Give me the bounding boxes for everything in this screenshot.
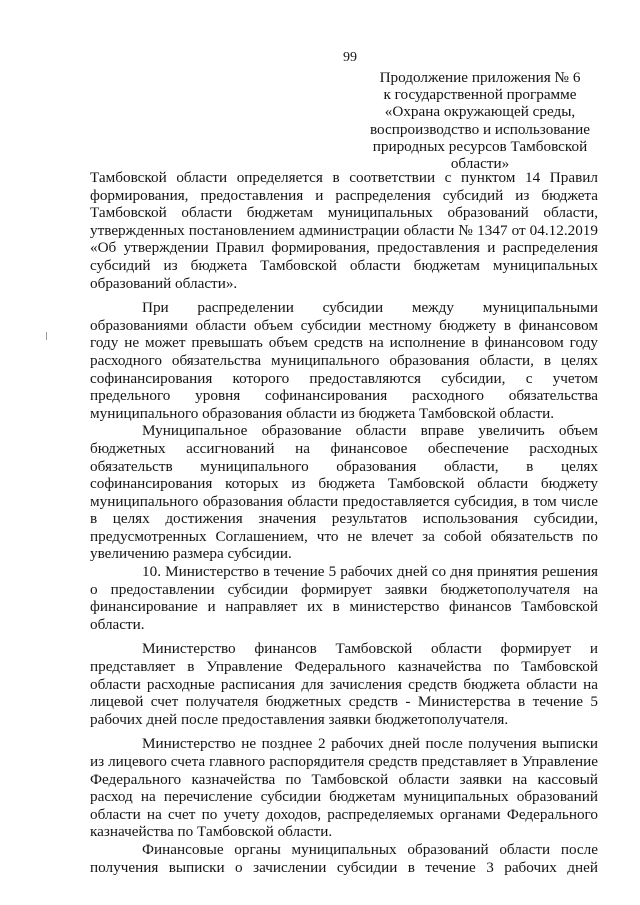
appendix-header-line: Продолжение приложения № 6 [379,69,581,86]
paragraph: Тамбовской области определяется в соответствии с пунктом 14 Правил формирования, предоставления и распределения субсидий из бюджета Тамбовской области бюджетам муниципальных образований области, утвержденных постановлением администрации области № 1347 от 04.12.2019 «Об утверждении Правил формирования, предоставления и распределения субсидий из бюджета Тамбовской области бюджетам муниципальных образований области». [90,169,598,292]
paragraph: 10. Министерство в течение 5 рабочих дней со дня принятия решения о предоставлении субсидии формирует заявки бюджетополучателя на финансирование и направляет их в министерство финансов Тамбовской области. [90,563,598,633]
appendix-header-line: воспроизводство и использование [369,120,591,138]
appendix-header [355,69,605,172]
appendix-header-line: природных ресурсов Тамбовской [372,137,588,155]
appendix-header-line: к государственной программе [383,86,577,104]
appendix-header-line: «Охрана окружающей среды, [384,103,576,121]
page-number: 99 [343,50,357,65]
appendix-header-line: области» [450,155,510,173]
scan-artifact-mark [46,332,47,340]
paragraph: Финансовые органы муниципальных образований области после получения выписки о зачислении субсидии в течение 3 рабочих дней [90,840,598,876]
paragraph: Министерство финансов Тамбовской области формирует и представляет в Управление Федерального казначейства по Тамбовской области расходные расписания для зачисления средств бюджета области на лицевой счет получателя бюджетных средств - Министерства в течение 5 рабочих дней после предоставления заявки бюджетополучателя. [90,640,598,728]
paragraph: Министерство не позднее 2 рабочих дней после получения выписки из лицевого счета главного распорядителя средств представляет в Управление Федерального казначейства по Тамбовской области заявки на кассовый расход на перечисление субсидии бюджетам муниципальных образований области на счет по учету доходов, распределяемых органами Федерального казначейства по Тамбовской области. [90,735,598,841]
paragraph: Муниципальное образование области вправе увеличить объем бюджетных ассигнований на финансовое обеспечение расходных обязательств муниципального образования области, в целях софинансирования которых из бюджета Тамбовской области бюджету муниципального образования области предоставляется субсидия, в том числе в целях достижения значения результатов использования субсидии, предусмотренных Соглашением, что не влечет за собой обязательств по увеличению размера субсидии. [90,422,598,563]
paragraph: При распределении субсидии между муниципальными образованиями области объем субсидии местному бюджету в финансовом году не может превышать объем средств на исполнение в финансовом году расходного обязательства муниципального образования области, в целях софинансирования которого предоставляются субсидии, с учетом предельного уровня софинансирования расходного обязательства муниципального образования области из бюджета Тамбовской области. [90,299,598,422]
body-text [90,169,598,876]
